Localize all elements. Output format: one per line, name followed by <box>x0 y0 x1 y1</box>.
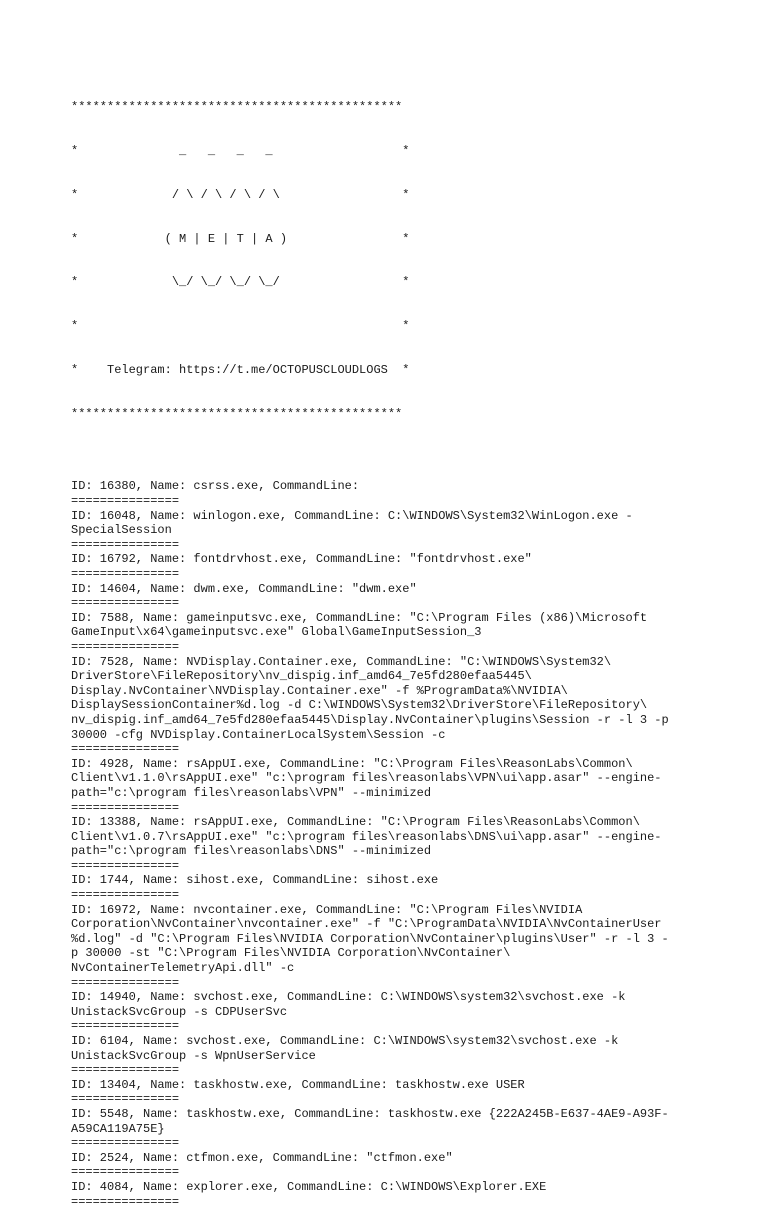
process-entry <box>71 509 711 553</box>
entry-separator: =============== <box>71 888 180 903</box>
process-entry-line: ID: 2524, Name: ctfmon.exe, CommandLine: "ctfmon.exe" <box>71 1150 453 1165</box>
entry-separator: =============== <box>71 494 180 509</box>
process-entry-line: GameInput\x64\gameinputsvc.exe" Global\GameInputSession_3 <box>71 625 482 640</box>
process-entry-line: ID: 7588, Name: gameinputsvc.exe, CommandLine: "C:\Program Files (x86)\Microsoft <box>71 610 648 625</box>
process-entry-line: %d.log" -d "C:\Program Files\NVIDIA Corporation\NvContainer\plugins\User" -r -l 3 - <box>71 931 669 946</box>
banner-line: ********************************************** <box>71 100 403 115</box>
banner-line: * * <box>71 319 410 334</box>
process-entry <box>71 582 711 611</box>
process-entry-line: Display.NvContainer\NVDisplay.Container.exe" -f %ProgramData%\NVIDIA\ <box>71 683 568 698</box>
process-entry <box>71 815 711 873</box>
entry-separator: =============== <box>71 1063 180 1078</box>
process-entry <box>71 479 711 508</box>
process-entry-line: ID: 14604, Name: dwm.exe, CommandLine: "dwm.exe" <box>71 581 417 596</box>
process-entry <box>71 757 711 815</box>
process-entry-line: ID: 6104, Name: svchost.exe, CommandLine: C:\WINDOWS\system32\svchost.exe -k <box>71 1034 619 1048</box>
process-entry-line: ID: 16972, Name: nvcontainer.exe, CommandLine: "C:\Program Files\NVIDIA <box>71 902 583 917</box>
process-entry-line: NvContainerTelemetryApi.dll" -c <box>71 961 295 976</box>
entry-separator: =============== <box>71 1019 180 1034</box>
banner-line: * \_/ \_/ \_/ \_/ * <box>71 275 410 290</box>
entry-separator: =============== <box>71 1165 180 1180</box>
entry-separator: =============== <box>71 537 180 552</box>
document-page <box>71 71 711 1209</box>
process-entry-line: path="c:\program files\reasonlabs\DNS" --minimized <box>71 844 432 859</box>
entry-separator: =============== <box>71 1136 180 1151</box>
process-entry-line: UnistackSvcGroup -s WpnUserService <box>71 1048 316 1063</box>
process-entry-line: Client\v1.0.7\rsAppUI.exe" "c:\program files\reasonlabs\DNS\ui\app.asar" --engine- <box>71 829 662 844</box>
process-entry-line: path="c:\program files\reasonlabs\VPN" --minimized <box>71 785 432 800</box>
process-list <box>71 479 711 1209</box>
entry-separator: =============== <box>71 858 180 873</box>
process-entry-line: DisplaySessionContainer%d.log -d C:\WINDOWS\System32\DriverStore\FileRepository\ <box>71 698 648 713</box>
process-entry-line: DriverStore\FileRepository\nv_dispig.inf_amd64_7e5fd280efaa5445\ <box>71 669 532 684</box>
process-entry <box>71 611 711 655</box>
entry-separator: =============== <box>71 1092 180 1107</box>
process-entry-line: nv_dispig.inf_amd64_7e5fd280efaa5445\Display.NvContainer\plugins\Session -r -l 3 -p <box>71 712 669 727</box>
entry-separator: =============== <box>71 975 180 990</box>
banner-line: * ( M | E | T | A ) * <box>71 231 410 246</box>
process-entry <box>71 1180 711 1209</box>
process-entry-line: ID: 13388, Name: rsAppUI.exe, CommandLine: "C:\Program Files\ReasonLabs\Common\ <box>71 815 640 830</box>
process-entry <box>71 552 711 581</box>
process-entry-line: Corporation\NvContainer\nvcontainer.exe" -f "C:\ProgramData\NVIDIA\NvContainerUser <box>71 917 662 932</box>
process-entry-line: A59CA119A75E} <box>71 1121 165 1136</box>
banner-line: * / \ / \ / \ / \ * <box>71 187 410 202</box>
process-entry <box>71 873 711 902</box>
entry-separator: =============== <box>71 639 180 654</box>
entry-separator: =============== <box>71 596 180 611</box>
process-entry-line: ID: 13404, Name: taskhostw.exe, CommandLine: taskhostw.exe USER <box>71 1077 525 1092</box>
process-entry <box>71 903 711 991</box>
process-entry <box>71 990 711 1034</box>
process-entry <box>71 1034 711 1078</box>
banner-line: ********************************************** <box>71 406 403 421</box>
banner-line: * _ _ _ _ * <box>71 143 410 158</box>
process-entry <box>71 1107 711 1151</box>
process-entry-line: ID: 4928, Name: rsAppUI.exe, CommandLine: "C:\Program Files\ReasonLabs\Common\ <box>71 756 633 771</box>
entry-separator: =============== <box>71 1194 180 1209</box>
process-entry-line: ID: 5548, Name: taskhostw.exe, CommandLine: taskhostw.exe {222A245B-E637-4AE9-A93F- <box>71 1106 669 1121</box>
process-entry-line: 30000 -cfg NVDisplay.ContainerLocalSystem\Session -c <box>71 727 446 742</box>
entry-separator: =============== <box>71 567 180 581</box>
process-entry-line: ID: 16048, Name: winlogon.exe, CommandLine: C:\WINDOWS\System32\WinLogon.exe - <box>71 508 633 523</box>
process-entry-line: ID: 16380, Name: csrss.exe, CommandLine: <box>71 479 360 494</box>
meta-banner <box>71 71 711 450</box>
process-entry-line: ID: 4084, Name: explorer.exe, CommandLine: C:\WINDOWS\Explorer.EXE <box>71 1179 547 1194</box>
process-entry-line: ID: 14940, Name: svchost.exe, CommandLine: C:\WINDOWS\system32\svchost.exe -k <box>71 990 626 1005</box>
process-entry-line: Client\v1.1.0\rsAppUI.exe" "c:\program files\reasonlabs\VPN\ui\app.asar" --engine- <box>71 771 662 786</box>
process-entry <box>71 655 711 757</box>
process-entry-line: ID: 1744, Name: sihost.exe, CommandLine: sihost.exe <box>71 873 439 888</box>
process-entry-line: SpecialSession <box>71 523 172 538</box>
process-entry <box>71 1151 711 1180</box>
process-entry-line: UnistackSvcGroup -s CDPUserSvc <box>71 1004 288 1019</box>
process-entry-line: p 30000 -st "C:\Program Files\NVIDIA Corporation\NvContainer\ <box>71 946 511 961</box>
process-entry-line: ID: 7528, Name: NVDisplay.Container.exe, CommandLine: "C:\WINDOWS\System32\ <box>71 654 612 669</box>
process-entry <box>71 1078 711 1107</box>
entry-separator: =============== <box>71 742 180 757</box>
process-entry-line: ID: 16792, Name: fontdrvhost.exe, CommandLine: "fontdrvhost.exe" <box>71 552 532 567</box>
banner-telegram-line: * Telegram: https://t.me/OCTOPUSCLOUDLOGS * <box>71 362 410 377</box>
entry-separator: =============== <box>71 800 180 815</box>
